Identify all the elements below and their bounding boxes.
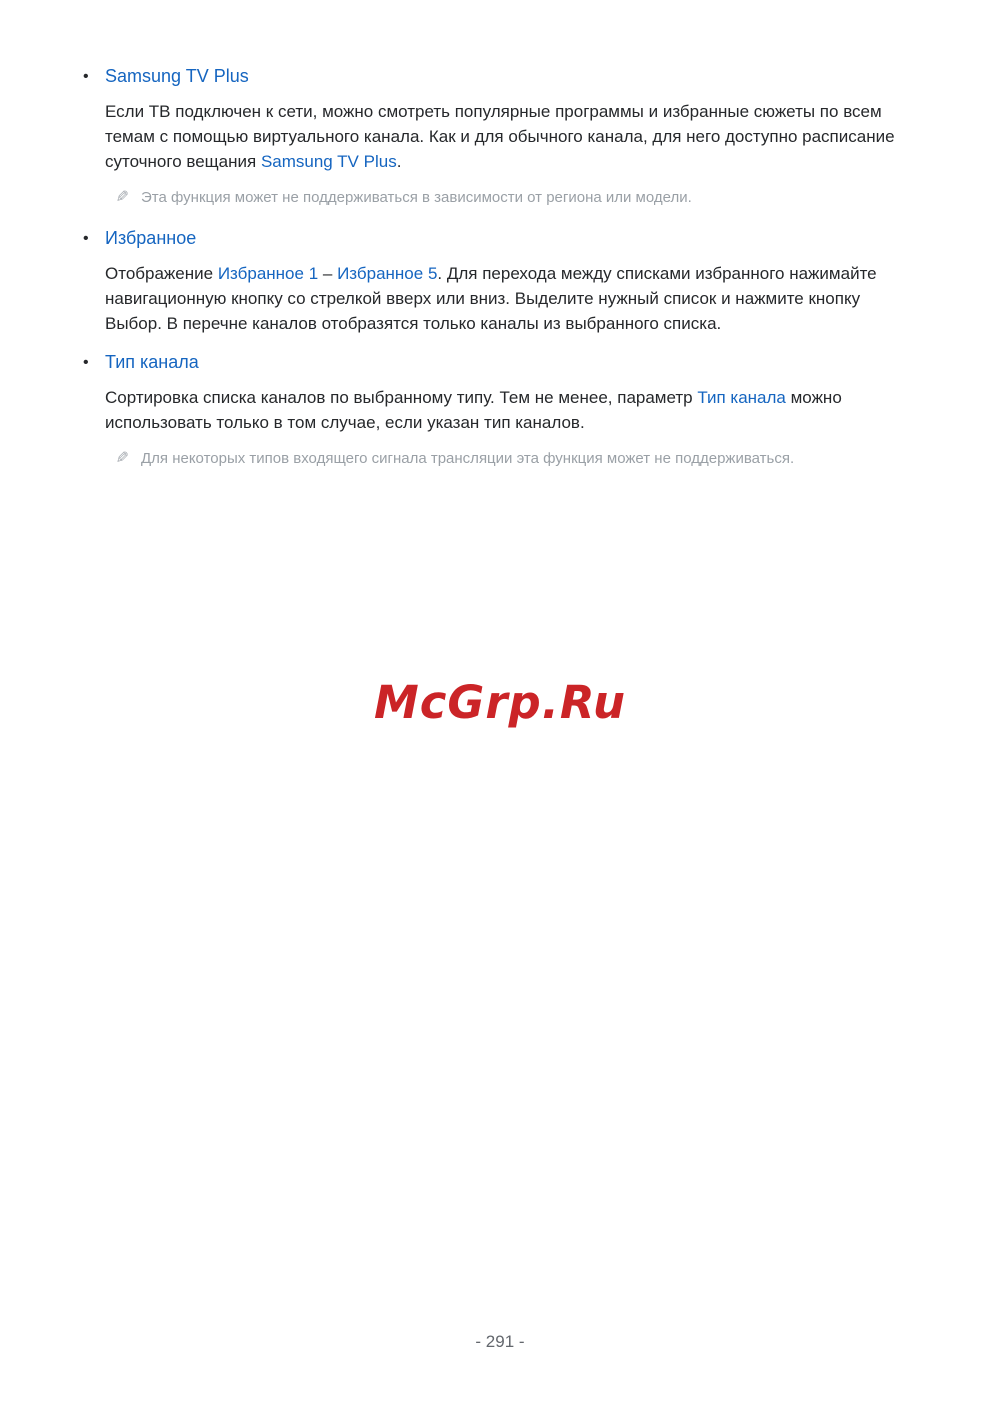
section-heading [83, 64, 915, 89]
body-text: Отображение [105, 264, 218, 283]
section [83, 64, 915, 208]
pencil-icon: ✎ [115, 189, 129, 206]
section-title-link[interactable]: Избранное [105, 228, 197, 248]
section [83, 350, 915, 469]
pencil-icon: ✎ [115, 450, 129, 467]
section-title-link[interactable]: Тип канала [105, 352, 199, 372]
page-number: - 291 - [475, 1332, 525, 1351]
body-text: – [318, 264, 338, 283]
bullet-icon: • [83, 230, 89, 247]
inline-link[interactable]: Избранное 5 [337, 264, 438, 283]
watermark: McGrp.Ru [373, 676, 627, 729]
body-text: Если ТВ подключен к сети, можно смотреть популярные программы и избранные сюжеты по всем темам с помощью виртуального канала. Как и для обычного канала, для него доступно расписание суточного вещания [105, 102, 895, 171]
body-text: . [396, 152, 402, 171]
body-text: . Для перехода между списками избранного нажимайте навигационную кнопку со стрелкой вверх или вниз. Выделите нужный список и нажмите кнопку Выбор. В перечне каналов отобразятся только каналы из выбранного списка. [105, 264, 877, 333]
paragraph [105, 385, 915, 435]
inline-link[interactable]: Тип канала [697, 388, 786, 407]
paragraph [105, 99, 915, 174]
section-title-link[interactable]: Samsung TV Plus [105, 66, 249, 86]
content-area [83, 64, 915, 487]
note-text: Для некоторых типов входящего сигнала трансляции эта функция может не поддерживаться. [141, 450, 795, 467]
section-heading [83, 226, 915, 251]
note-row [111, 188, 915, 208]
section-heading [83, 350, 915, 375]
note-row [111, 449, 915, 469]
section [83, 226, 915, 336]
inline-link[interactable]: Избранное 1 [217, 264, 319, 283]
note-text: Эта функция может не поддерживаться в зависимости от региона или модели. [141, 189, 692, 206]
bullet-icon: • [83, 68, 89, 85]
bullet-icon: • [83, 354, 89, 371]
inline-link[interactable]: Samsung TV Plus [260, 152, 397, 171]
paragraph [105, 261, 915, 336]
body-text: можно использовать только в том случае, если указан тип каналов. [105, 388, 842, 432]
body-text: Сортировка списка каналов по выбранному типу. Тем не менее, параметр [105, 388, 698, 407]
